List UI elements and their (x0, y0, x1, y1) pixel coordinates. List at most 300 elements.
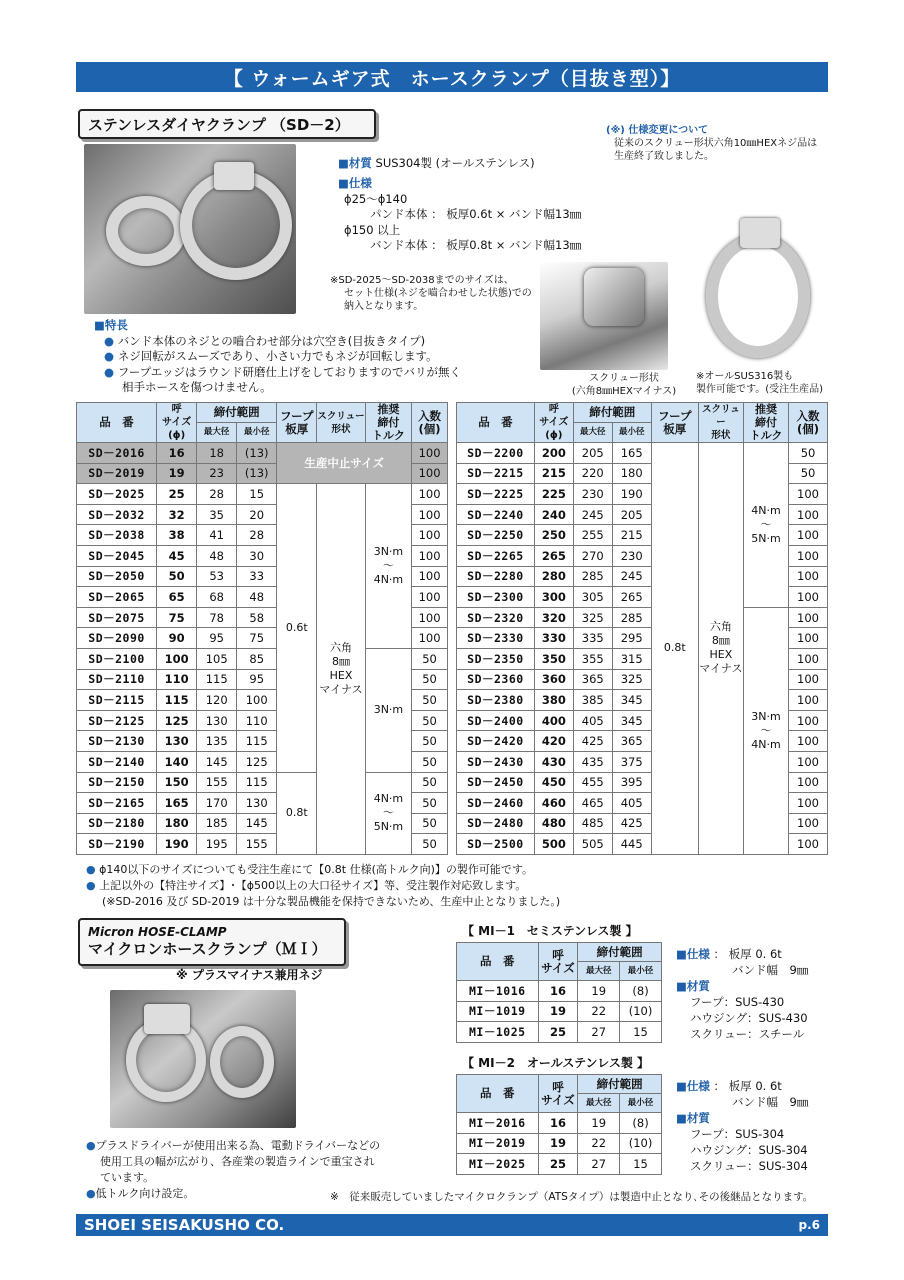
spec-line: パンド本体 ： 板厚0.6t × バンド幅13㎜ (370, 207, 582, 221)
product-code: SD－2065 (77, 587, 157, 608)
sd-table-right (456, 402, 828, 855)
quantity: 50 (412, 834, 448, 855)
sd-note: (※SD-2016 及び SD-2019 は十分な製品機能を保持できないため、生産中止となりました。) (102, 895, 561, 908)
nominal-size: 430 (534, 751, 573, 772)
quantity: 100 (789, 587, 828, 608)
quantity: 100 (789, 710, 828, 731)
min-diameter: 345 (612, 710, 651, 731)
min-diameter: 205 (612, 504, 651, 525)
quantity: 50 (412, 793, 448, 814)
min-diameter: (13) (237, 463, 277, 484)
max-diameter: 270 (573, 545, 612, 566)
thickness-cell: 0.6t (277, 484, 317, 772)
min-diameter: 395 (612, 772, 651, 793)
change-note-heading: (※) 仕様変更について (606, 125, 709, 136)
table-row (457, 1001, 662, 1022)
material-label: ■材質 (338, 156, 372, 170)
product-code: MI－1019 (457, 1001, 539, 1022)
quantity: 100 (789, 545, 828, 566)
nominal-size: 32 (157, 504, 197, 525)
mi-feature: 使用工具の幅が広がり、各産業の製造ラインで重宝され (100, 1155, 375, 1168)
max-diameter: 130 (197, 710, 237, 731)
sd-section-title (78, 109, 376, 139)
nominal-size: 65 (157, 587, 197, 608)
min-diameter: 180 (612, 463, 651, 484)
col-header-min: 最小径 (620, 1094, 662, 1113)
col-header-min: 最小径 (620, 962, 662, 981)
nominal-size: 265 (534, 545, 573, 566)
nominal-size: 25 (538, 1154, 578, 1175)
quantity: 50 (412, 669, 448, 690)
mi-feature: プラスドライバーが使用出来る為、電動ドライバーなどの (95, 1139, 381, 1152)
change-note (606, 124, 817, 163)
nominal-size: 380 (534, 690, 573, 711)
set-note-line: ※SD-2025～SD-2038までのサイズは、 (330, 275, 514, 286)
mi2-spec-label: ■仕様 (676, 1079, 710, 1093)
min-diameter: (10) (620, 1001, 662, 1022)
product-code: SD－2090 (77, 628, 157, 649)
mi1-spec-line: ： 板厚 0. 6t (713, 947, 782, 961)
mi2-material-label: ■材質 (676, 1111, 710, 1125)
mi-features: ●プラスドライバーが使用出来る為、電動ドライバーなどの 使用工具の幅が広がり、各産業の製造ラインで重宝され ています。 ●低トルク向け設定。 (86, 1139, 381, 1200)
max-diameter: 220 (573, 463, 612, 484)
col-header-size: 呼 サイズ (538, 1075, 578, 1113)
sd-note: ɸ140以下のサイズについても受注生産にて【0.8t 仕様(高トルク向)】の製作可能です。 (99, 863, 534, 876)
min-diameter: 28 (237, 525, 277, 546)
col-header-qty: 入数 (個) (412, 403, 448, 443)
quantity: 100 (789, 772, 828, 793)
nominal-size: 140 (157, 751, 197, 772)
quantity: 50 (412, 751, 448, 772)
screw-caption-line: スクリュー形状 (589, 373, 659, 384)
nominal-size: 16 (538, 981, 578, 1002)
max-diameter: 95 (197, 628, 237, 649)
table-row (457, 443, 828, 464)
col-header-screw: スクリュー 形状 (698, 403, 743, 443)
col-header-thickness: フープ 板厚 (277, 403, 317, 443)
company-name: SHOEI SEISAKUSHO CO. (84, 1216, 285, 1234)
min-diameter: 110 (237, 710, 277, 731)
set-note (330, 274, 532, 313)
min-diameter: 165 (612, 443, 651, 464)
max-diameter: 255 (573, 525, 612, 546)
max-diameter: 505 (573, 834, 612, 855)
mi-title-jp: マイクロンホースクランプ（ＭＩ） (88, 940, 327, 958)
col-header-code: 品 番 (77, 403, 157, 443)
min-diameter: 315 (612, 648, 651, 669)
max-diameter: 28 (197, 484, 237, 505)
ats-note: ※ 従来販売していましたマイクロクランプ（ATSタイプ）は製造中止となり､その後継品となります。 (330, 1191, 814, 1203)
feature-item: 相手ホースを傷つけません。 (122, 380, 272, 394)
product-code: MI－1016 (457, 981, 539, 1002)
col-header-qty: 入数 (個) (789, 403, 828, 443)
mi-plus-note: ※ プラスマイナス兼用ネジ (176, 968, 323, 982)
max-diameter: 305 (573, 587, 612, 608)
quantity: 100 (789, 813, 828, 834)
quantity: 100 (412, 525, 448, 546)
max-diameter: 485 (573, 813, 612, 834)
torque-cell: 3N·m ～ 4N·m (743, 607, 788, 854)
nominal-size: 16 (538, 1113, 578, 1134)
product-code: SD－2250 (457, 525, 535, 546)
col-header-range: 締付範囲 (578, 1075, 662, 1094)
product-code: SD－2125 (77, 710, 157, 731)
quantity: 100 (412, 607, 448, 628)
table-row (457, 1154, 662, 1175)
product-code: SD－2480 (457, 813, 535, 834)
col-header-code: 品 番 (457, 943, 539, 981)
min-diameter: 445 (612, 834, 651, 855)
max-diameter: 18 (197, 443, 237, 464)
max-diameter: 435 (573, 751, 612, 772)
product-code: MI－2019 (457, 1133, 539, 1154)
product-code: SD－2150 (77, 772, 157, 793)
page-title: 【 ウォームギア式 ホースクランプ（目抜き型）】 (223, 67, 681, 90)
max-diameter: 19 (578, 981, 620, 1002)
nominal-size: 45 (157, 545, 197, 566)
product-code: SD－2500 (457, 834, 535, 855)
nominal-size: 420 (534, 731, 573, 752)
max-diameter: 35 (197, 504, 237, 525)
max-diameter: 325 (573, 607, 612, 628)
product-code: MI－2016 (457, 1113, 539, 1134)
nominal-size: 50 (157, 566, 197, 587)
min-diameter: 30 (237, 545, 277, 566)
col-header-range: 締付範囲 (578, 943, 662, 962)
page-title-banner (76, 62, 828, 92)
quantity: 50 (412, 648, 448, 669)
nominal-size: 19 (538, 1001, 578, 1022)
sd-material (338, 156, 535, 172)
quantity: 50 (412, 731, 448, 752)
max-diameter: 68 (197, 587, 237, 608)
col-header-size: 呼 サイズ (ɸ) (157, 403, 197, 443)
product-code: SD－2240 (457, 504, 535, 525)
min-diameter: 20 (237, 504, 277, 525)
min-diameter: 425 (612, 813, 651, 834)
max-diameter: 170 (197, 793, 237, 814)
quantity: 100 (789, 607, 828, 628)
mi1-table (456, 942, 662, 1043)
quantity: 100 (789, 566, 828, 587)
quantity: 100 (789, 690, 828, 711)
col-header-torque: 推奨 締付 トルク (365, 403, 411, 443)
nominal-size: 360 (534, 669, 573, 690)
quantity: 50 (412, 813, 448, 834)
product-code: SD－2450 (457, 772, 535, 793)
max-diameter: 115 (197, 669, 237, 690)
min-diameter: 145 (237, 813, 277, 834)
min-diameter: 265 (612, 587, 651, 608)
max-diameter: 78 (197, 607, 237, 628)
max-diameter: 285 (573, 566, 612, 587)
col-header-max: 最大径 (573, 423, 612, 443)
table-row (457, 1022, 662, 1043)
quantity: 100 (412, 463, 448, 484)
product-code: SD－2130 (77, 731, 157, 752)
min-diameter: 75 (237, 628, 277, 649)
quantity: 100 (789, 484, 828, 505)
table-row (457, 1133, 662, 1154)
nominal-size: 19 (538, 1133, 578, 1154)
mi-feature: 低トルク向け設定。 (95, 1187, 195, 1200)
mi1-material-label: ■材質 (676, 979, 710, 993)
max-diameter: 385 (573, 690, 612, 711)
product-code: SD－2360 (457, 669, 535, 690)
torque-cell: 3N·m ～ 4N·m (365, 484, 411, 649)
product-code: SD－2460 (457, 793, 535, 814)
product-code: SD－2280 (457, 566, 535, 587)
screw-caption (564, 372, 684, 398)
sus316-caption-line: ※オールSUS316製も (696, 371, 794, 382)
discontinued-label: 生産中止サイズ (277, 443, 412, 484)
page-number: p.6 (798, 1218, 820, 1232)
quantity: 100 (412, 443, 448, 464)
quantity: 100 (789, 731, 828, 752)
mi2-spec-line: ： 板厚 0. 6t (713, 1079, 782, 1093)
features-label: ■特長 (94, 318, 128, 332)
max-diameter: 455 (573, 772, 612, 793)
max-diameter: 27 (578, 1022, 620, 1043)
mi-clamp-photo (110, 990, 296, 1128)
sd-clamp-photo (84, 144, 296, 314)
max-diameter: 22 (578, 1133, 620, 1154)
product-code: SD－2380 (457, 690, 535, 711)
min-diameter: 230 (612, 545, 651, 566)
max-diameter: 48 (197, 545, 237, 566)
nominal-size: 330 (534, 628, 573, 649)
min-diameter: 325 (612, 669, 651, 690)
product-code: SD－2225 (457, 484, 535, 505)
col-header-max: 最大径 (197, 423, 237, 443)
quantity: 100 (789, 751, 828, 772)
max-diameter: 19 (578, 1113, 620, 1134)
product-code: SD－2019 (77, 463, 157, 484)
product-code: SD－2265 (457, 545, 535, 566)
min-diameter: 48 (237, 587, 277, 608)
product-code: SD－2025 (77, 484, 157, 505)
product-code: MI－1025 (457, 1022, 539, 1043)
nominal-size: 480 (534, 813, 573, 834)
sd-title-text: ステンレスダイヤクランプ （SD－2） (88, 115, 350, 134)
quantity: 100 (789, 504, 828, 525)
min-diameter: (8) (620, 1113, 662, 1134)
product-code: SD－2180 (77, 813, 157, 834)
max-diameter: 155 (197, 772, 237, 793)
product-code: SD－2045 (77, 545, 157, 566)
product-code: SD－2075 (77, 607, 157, 628)
feature-item: ネジ回転がスムーズであり、小さい力でもネジが回転します。 (117, 349, 438, 363)
product-code: SD－2050 (77, 566, 157, 587)
nominal-size: 125 (157, 710, 197, 731)
product-code: SD－2330 (457, 628, 535, 649)
product-code: SD－2215 (457, 463, 535, 484)
sd-table-left (76, 402, 448, 855)
product-code: SD－2200 (457, 443, 535, 464)
quantity: 100 (789, 834, 828, 855)
torque-cell: 4N·m ～ 5N·m (743, 443, 788, 608)
product-code: SD－2300 (457, 587, 535, 608)
nominal-size: 350 (534, 648, 573, 669)
max-diameter: 145 (197, 751, 237, 772)
max-diameter: 245 (573, 504, 612, 525)
sus316-caption-line: 製作可能です。(受注生産品) (696, 384, 824, 395)
product-code: SD－2115 (77, 690, 157, 711)
material-value: SUS304製 (オールステンレス) (375, 156, 535, 170)
product-code: SD－2038 (77, 525, 157, 546)
mi1-spec (676, 946, 808, 1042)
max-diameter: 23 (197, 463, 237, 484)
max-diameter: 405 (573, 710, 612, 731)
mi2-spec-line: バンド幅 9㎜ (732, 1095, 809, 1109)
thickness-cell: 0.8t (651, 443, 698, 855)
min-diameter: 100 (237, 690, 277, 711)
quantity: 100 (412, 587, 448, 608)
col-header-min: 最小径 (237, 423, 277, 443)
min-diameter: 33 (237, 566, 277, 587)
min-diameter: 295 (612, 628, 651, 649)
table-row (457, 981, 662, 1002)
table-row (77, 772, 448, 793)
nominal-size: 400 (534, 710, 573, 731)
nominal-size: 115 (157, 690, 197, 711)
nominal-size: 190 (157, 834, 197, 855)
product-code: SD－2140 (77, 751, 157, 772)
product-code: SD－2190 (77, 834, 157, 855)
max-diameter: 355 (573, 648, 612, 669)
change-note-line: 生産終了致しました。 (614, 151, 714, 162)
min-diameter: 115 (237, 772, 277, 793)
nominal-size: 90 (157, 628, 197, 649)
product-code: SD－2320 (457, 607, 535, 628)
min-diameter: 15 (620, 1154, 662, 1175)
footer-bar (76, 1214, 828, 1236)
nominal-size: 75 (157, 607, 197, 628)
max-diameter: 27 (578, 1154, 620, 1175)
col-header-max: 最大径 (578, 962, 620, 981)
min-diameter: 190 (612, 484, 651, 505)
col-header-torque: 推奨 締付 トルク (743, 403, 788, 443)
nominal-size: 280 (534, 566, 573, 587)
quantity: 100 (412, 545, 448, 566)
quantity: 50 (412, 690, 448, 711)
quantity: 100 (789, 793, 828, 814)
product-code: SD－2400 (457, 710, 535, 731)
nominal-size: 200 (534, 443, 573, 464)
col-header-min: 最小径 (612, 423, 651, 443)
max-diameter: 425 (573, 731, 612, 752)
nominal-size: 215 (534, 463, 573, 484)
mi-title-en: Micron HOSE-CLAMP (88, 925, 227, 939)
nominal-size: 19 (157, 463, 197, 484)
min-diameter: 95 (237, 669, 277, 690)
mi2-material-line: フープ：SUS-304 (690, 1127, 785, 1141)
product-code: SD－2430 (457, 751, 535, 772)
nominal-size: 165 (157, 793, 197, 814)
max-diameter: 41 (197, 525, 237, 546)
product-code: SD－2350 (457, 648, 535, 669)
spec-line: ɸ150 以上 (344, 222, 401, 237)
col-header-screw: スクリュー 形状 (317, 403, 365, 443)
sus316-caption (696, 370, 823, 396)
sd-notes: ● ɸ140以下のサイズについても受注生産にて【0.8t 仕様(高トルク向)】の製作可能です。 ● 上記以外の【特注サイズ】･【ɸ500以上の大口径サイズ】等、受注製作対応致します。 (※SD-2016 及び SD-2019 は十分な製品機能を保持できないため、生産中止となりました。) (86, 863, 561, 908)
col-header-range: 締付範囲 (573, 403, 651, 423)
quantity: 100 (789, 648, 828, 669)
table-row (77, 648, 448, 669)
sd-spec (338, 176, 581, 254)
mi1-material-line: フープ：SUS-430 (690, 995, 785, 1009)
table-row (77, 484, 448, 505)
quantity: 100 (789, 628, 828, 649)
max-diameter: 53 (197, 566, 237, 587)
product-code: SD－2165 (77, 793, 157, 814)
table-row (457, 607, 828, 628)
min-diameter: 245 (612, 566, 651, 587)
nominal-size: 25 (538, 1022, 578, 1043)
min-diameter: 130 (237, 793, 277, 814)
max-diameter: 135 (197, 731, 237, 752)
nominal-size: 100 (157, 648, 197, 669)
mi2-table (456, 1074, 662, 1175)
max-diameter: 230 (573, 484, 612, 505)
max-diameter: 205 (573, 443, 612, 464)
spec-label: ■仕様 (338, 176, 372, 190)
spec-line: バンド本体 ： 板厚0.8t × バンド幅13㎜ (370, 238, 582, 252)
product-code: SD－2100 (77, 648, 157, 669)
min-diameter: 215 (612, 525, 651, 546)
mi2-spec (676, 1078, 808, 1174)
min-diameter: 15 (620, 1022, 662, 1043)
sd-features: ■特長 ● バンド本体のネジとの嚙合わせ部分は穴空き(目抜きタイプ) ● ネジ回転がスムーズであり、小さい力でもネジが回転します。 ● フープエッジはラウンド研磨仕上げをしておりますのでバリが無く 相手ホースを傷つけません。 (94, 318, 461, 394)
screw-closeup-photo (540, 262, 668, 370)
min-diameter: 285 (612, 607, 651, 628)
nominal-size: 500 (534, 834, 573, 855)
nominal-size: 450 (534, 772, 573, 793)
nominal-size: 180 (157, 813, 197, 834)
torque-cell: 3N·m (365, 648, 411, 772)
col-header-code: 品 番 (457, 403, 535, 443)
nominal-size: 130 (157, 731, 197, 752)
quantity: 100 (412, 566, 448, 587)
mi1-material-line: スクリュー：スチール (690, 1027, 805, 1041)
quantity: 100 (412, 504, 448, 525)
min-diameter: (10) (620, 1133, 662, 1154)
quantity: 50 (789, 463, 828, 484)
max-diameter: 365 (573, 669, 612, 690)
min-diameter: 405 (612, 793, 651, 814)
col-header-code: 品 番 (457, 1075, 539, 1113)
mi2-material-line: スクリュー：SUS-304 (690, 1159, 808, 1173)
min-diameter: 365 (612, 731, 651, 752)
max-diameter: 105 (197, 648, 237, 669)
feature-item: フープエッジはラウンド研磨仕上げをしておりますのでバリが無く (117, 364, 461, 379)
product-code: MI－2025 (457, 1154, 539, 1175)
min-diameter: (8) (620, 981, 662, 1002)
nominal-size: 25 (157, 484, 197, 505)
table-row (77, 443, 448, 464)
quantity: 100 (789, 525, 828, 546)
set-note-line: セット仕様(ネジを嚙合わせした状態)での (344, 288, 532, 299)
min-diameter: 15 (237, 484, 277, 505)
min-diameter: 155 (237, 834, 277, 855)
product-code: SD－2420 (457, 731, 535, 752)
product-code: SD－2110 (77, 669, 157, 690)
min-diameter: 115 (237, 731, 277, 752)
feature-item: バンド本体のネジとの嚙合わせ部分は穴空き(目抜きタイプ) (117, 333, 426, 348)
mi2-title: 【 MI－2 オールステンレス製 】 (462, 1056, 650, 1070)
nominal-size: 320 (534, 607, 573, 628)
sd-note: 上記以外の【特注サイズ】･【ɸ500以上の大口径サイズ】等、受注製作対応致します。 (99, 879, 527, 892)
